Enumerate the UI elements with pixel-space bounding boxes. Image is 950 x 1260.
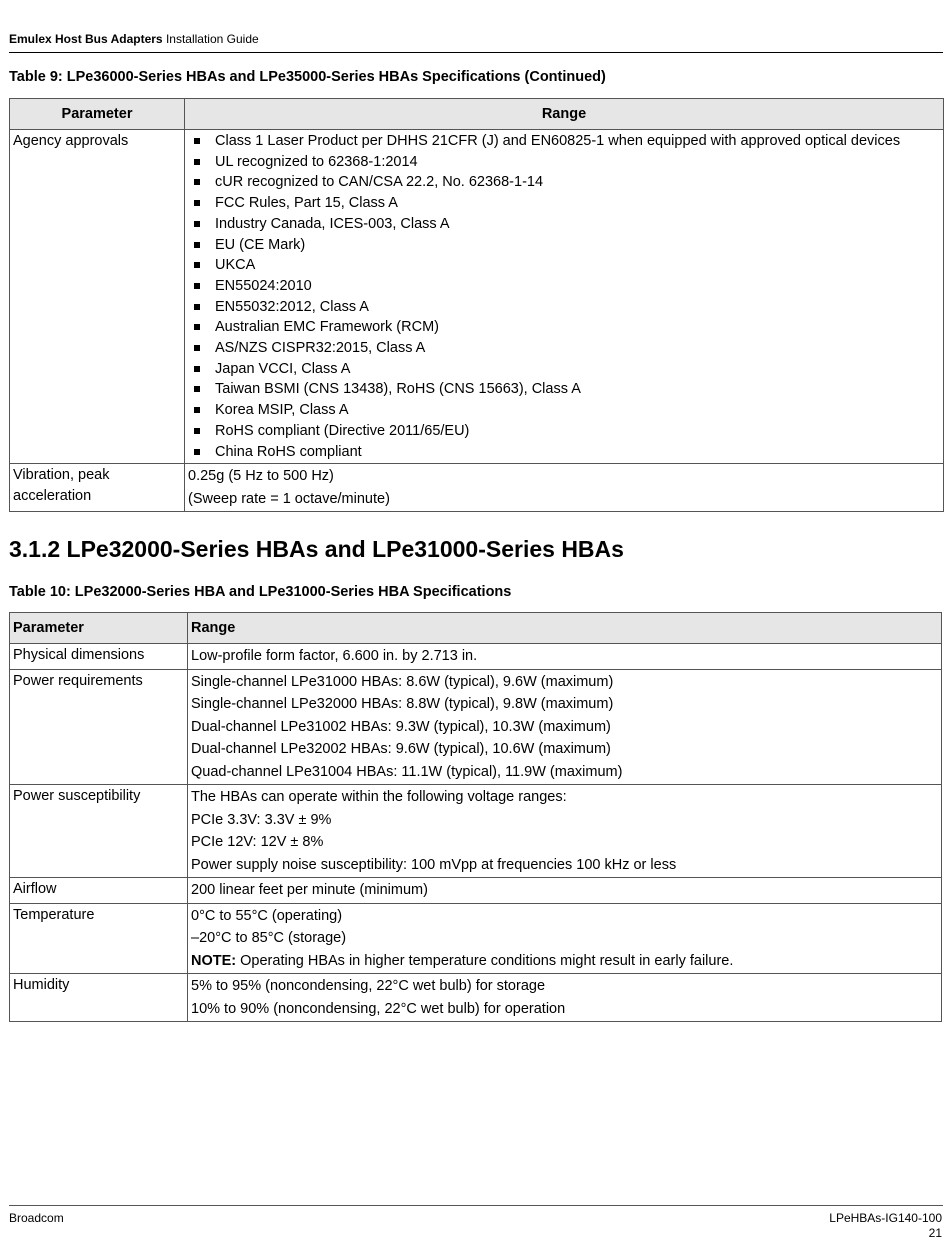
table10-header-row xyxy=(10,613,942,644)
row-parameter: Temperature xyxy=(10,903,188,974)
header-rule xyxy=(9,52,943,53)
range-line: Dual-channel LPe32002 HBAs: 9.6W (typical), 10.6W (maximum) xyxy=(191,741,611,757)
table-row xyxy=(10,669,942,785)
list-item: FCC Rules, Part 15, Class A xyxy=(188,193,943,214)
bullet-square-icon xyxy=(194,242,200,248)
page-number: 21 xyxy=(928,1226,942,1240)
list-item: UKCA xyxy=(188,255,943,276)
row-range xyxy=(188,903,942,974)
running-header xyxy=(9,31,943,47)
list-item: Industry Canada, ICES-003, Class A xyxy=(188,214,943,235)
table10 xyxy=(9,612,942,1022)
range-line: 5% to 95% (noncondensing, 22°C wet bulb) for storage xyxy=(191,978,546,994)
table9-header-row xyxy=(10,99,944,130)
bullet-square-icon xyxy=(194,179,200,185)
range-line: 10% to 90% (noncondensing, 22°C wet bulb) for operation xyxy=(191,1000,566,1017)
range-line: –20°C to 85°C (storage) xyxy=(191,930,347,946)
table-row xyxy=(10,903,942,974)
table-row xyxy=(10,974,942,1022)
range-line: Power supply noise susceptibility: 100 mVpp at frequencies 100 kHz or less xyxy=(191,856,677,873)
list-item: Australian EMC Framework (RCM) xyxy=(188,317,943,338)
list-item: cUR recognized to CAN/CSA 22.2, No. 62368-1-14 xyxy=(188,172,943,193)
bullet-square-icon xyxy=(194,386,200,392)
note-text: Operating HBAs in higher temperature conditions might result in early failure. xyxy=(236,952,734,969)
list-item: Japan VCCI, Class A xyxy=(188,359,943,380)
table-row xyxy=(10,644,942,670)
table-row xyxy=(10,464,944,512)
row-range xyxy=(185,130,944,464)
row-parameter: Physical dimensions xyxy=(10,644,188,670)
table9-col-parameter: Parameter xyxy=(10,99,185,130)
range-line: Dual-channel LPe31002 HBAs: 9.3W (typical), 10.3W (maximum) xyxy=(191,718,611,735)
bullet-square-icon xyxy=(194,366,200,372)
section-title: 3.1.2 LPe32000-Series HBAs and LPe31000-Series HBAs xyxy=(9,536,624,562)
bullet-square-icon xyxy=(194,304,200,310)
footer-company: Broadcom xyxy=(9,1211,64,1225)
bullet-square-icon xyxy=(194,407,200,413)
range-line: Single-channel LPe32000 HBAs: 8.8W (typical), 9.8W (maximum) xyxy=(191,696,614,712)
range-line: Single-channel LPe31000 HBAs: 8.6W (typical), 9.6W (maximum) xyxy=(191,673,614,690)
list-item: UL recognized to 62368-1:2014 xyxy=(188,152,943,173)
list-item: EN55032:2012, Class A xyxy=(188,297,943,318)
range-line: PCIe 12V: 12V ± 8% xyxy=(191,834,324,850)
list-item: EU (CE Mark) xyxy=(188,235,943,256)
table-row xyxy=(10,130,944,464)
table10-caption: Table 10: LPe32000-Series HBA and LPe31000-Series HBA Specifications xyxy=(9,584,512,600)
note-label: NOTE: xyxy=(191,952,237,969)
range-line: Low-profile form factor, 6.600 in. by 2.713 in. xyxy=(191,648,478,664)
row-parameter: Power susceptibility xyxy=(10,785,188,878)
bullet-square-icon xyxy=(194,428,200,434)
row-range xyxy=(188,974,942,1022)
table9 xyxy=(9,98,944,512)
bullet-square-icon xyxy=(194,345,200,351)
list-item: China RoHS compliant xyxy=(188,442,943,463)
row-parameter: Humidity xyxy=(10,974,188,1022)
footer-doc-id: LPeHBAs-IG140-100 xyxy=(829,1211,942,1225)
table-row xyxy=(10,878,942,904)
footer-right xyxy=(829,1211,942,1241)
table9-col-range: Range xyxy=(185,99,944,130)
row-range xyxy=(188,644,942,670)
list-item: Taiwan BSMI (CNS 13438), RoHS (CNS 15663), Class A xyxy=(188,379,943,400)
range-line: 0.25g (5 Hz to 500 Hz) xyxy=(188,468,334,485)
list-item: EN55024:2010 xyxy=(188,276,943,297)
row-parameter: Agency approvals xyxy=(10,130,185,464)
bullet-square-icon xyxy=(194,449,200,455)
bullet-square-icon xyxy=(194,283,200,289)
bullet-square-icon xyxy=(194,159,200,165)
table-row xyxy=(10,785,942,878)
note-line xyxy=(191,950,941,973)
list-item: AS/NZS CISPR32:2015, Class A xyxy=(188,338,943,359)
range-line: Quad-channel LPe31004 HBAs: 11.1W (typical), 11.9W (maximum) xyxy=(191,763,623,780)
footer-rule xyxy=(9,1205,943,1206)
range-line: The HBAs can operate within the following voltage ranges: xyxy=(191,789,567,805)
table10-col-parameter: Parameter xyxy=(10,613,188,644)
header-product: Emulex Host Bus Adapters xyxy=(9,32,163,46)
row-range xyxy=(185,464,944,512)
bullet-square-icon xyxy=(194,324,200,330)
row-range xyxy=(188,878,942,904)
table9-caption: Table 9: LPe36000-Series HBAs and LPe35000-Series HBAs Specifications (Continued) xyxy=(9,69,606,85)
agency-approvals-list xyxy=(188,131,943,462)
range-line: (Sweep rate = 1 octave/minute) xyxy=(188,490,390,507)
table10-col-range: Range xyxy=(188,613,942,644)
bullet-square-icon xyxy=(194,138,200,144)
row-parameter: Power requirements xyxy=(10,669,188,785)
bullet-square-icon xyxy=(194,221,200,227)
range-line: 0°C to 55°C (operating) xyxy=(191,907,343,924)
range-line: 200 linear feet per minute (minimum) xyxy=(191,882,428,898)
row-range xyxy=(188,669,942,785)
header-doc-type: Installation Guide xyxy=(165,32,259,46)
row-parameter: Vibration, peak acceleration xyxy=(10,464,185,512)
row-parameter: Airflow xyxy=(10,878,188,904)
list-item: Class 1 Laser Product per DHHS 21CFR (J) and EN60825-1 when equipped with approved optical devices xyxy=(188,131,943,152)
bullet-square-icon xyxy=(194,200,200,206)
bullet-square-icon xyxy=(194,262,200,268)
range-line: PCIe 3.3V: 3.3V ± 9% xyxy=(191,811,332,828)
row-range xyxy=(188,785,942,878)
list-item: RoHS compliant (Directive 2011/65/EU) xyxy=(188,421,943,442)
list-item: Korea MSIP, Class A xyxy=(188,400,943,421)
